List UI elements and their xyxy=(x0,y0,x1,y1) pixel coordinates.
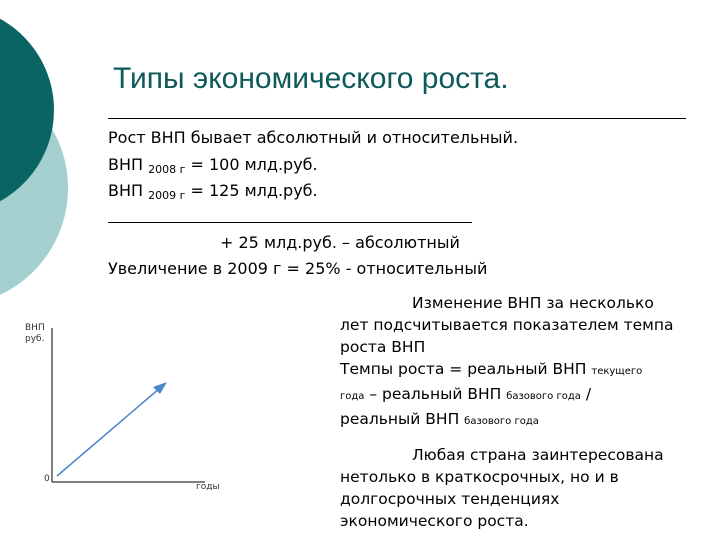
para1-line5: года – реальный ВНП базового года / xyxy=(340,385,592,403)
para2-line3: долгосрочных тенденциях xyxy=(340,490,560,508)
origin-label: 0 xyxy=(44,474,50,484)
para2-line1: Любая страна заинтересована xyxy=(412,446,664,464)
text-line-2: ВНП $_{2008 г}$ = 100 млд.руб. xyxy=(108,155,318,176)
para1-line3: роста ВНП xyxy=(340,338,426,356)
para2-line4: экономического роста. xyxy=(340,512,529,530)
paragraph-long-term xyxy=(340,444,664,532)
para1-line1: Изменение ВНП за несколько xyxy=(412,294,654,312)
para1-line4: Темпы роста = реальный ВНП текущего xyxy=(340,360,643,378)
separator-line xyxy=(108,222,472,223)
y-axis-label-1: ВНП xyxy=(25,323,45,333)
slide-title: Типы экономического роста. xyxy=(113,62,509,95)
para1-line6: реальный ВНП базового года xyxy=(340,410,539,428)
text-line-5: Увеличение в 2009 г = 25% - относительный xyxy=(108,259,488,278)
title-underline xyxy=(108,118,686,119)
x-axis-label: годы xyxy=(196,482,220,492)
para2-line2: нетолько в краткосрочных, но и в xyxy=(340,468,619,486)
paragraph-growth-rate xyxy=(340,292,673,433)
y-axis-label-2: руб. xyxy=(25,334,45,344)
text-line-1: Рост ВНП бывает абсолютный и относительный. xyxy=(108,128,519,147)
text-line-4: + 25 млд.руб. – абсолютный xyxy=(220,233,460,252)
decorative-circles xyxy=(0,0,110,300)
text-line-3: ВНП $_{2009 г}$ = 125 млд.руб. xyxy=(108,181,318,202)
para1-line2: лет подсчитывается показателем темпа xyxy=(340,316,674,334)
growth-arrow-line xyxy=(57,388,160,476)
